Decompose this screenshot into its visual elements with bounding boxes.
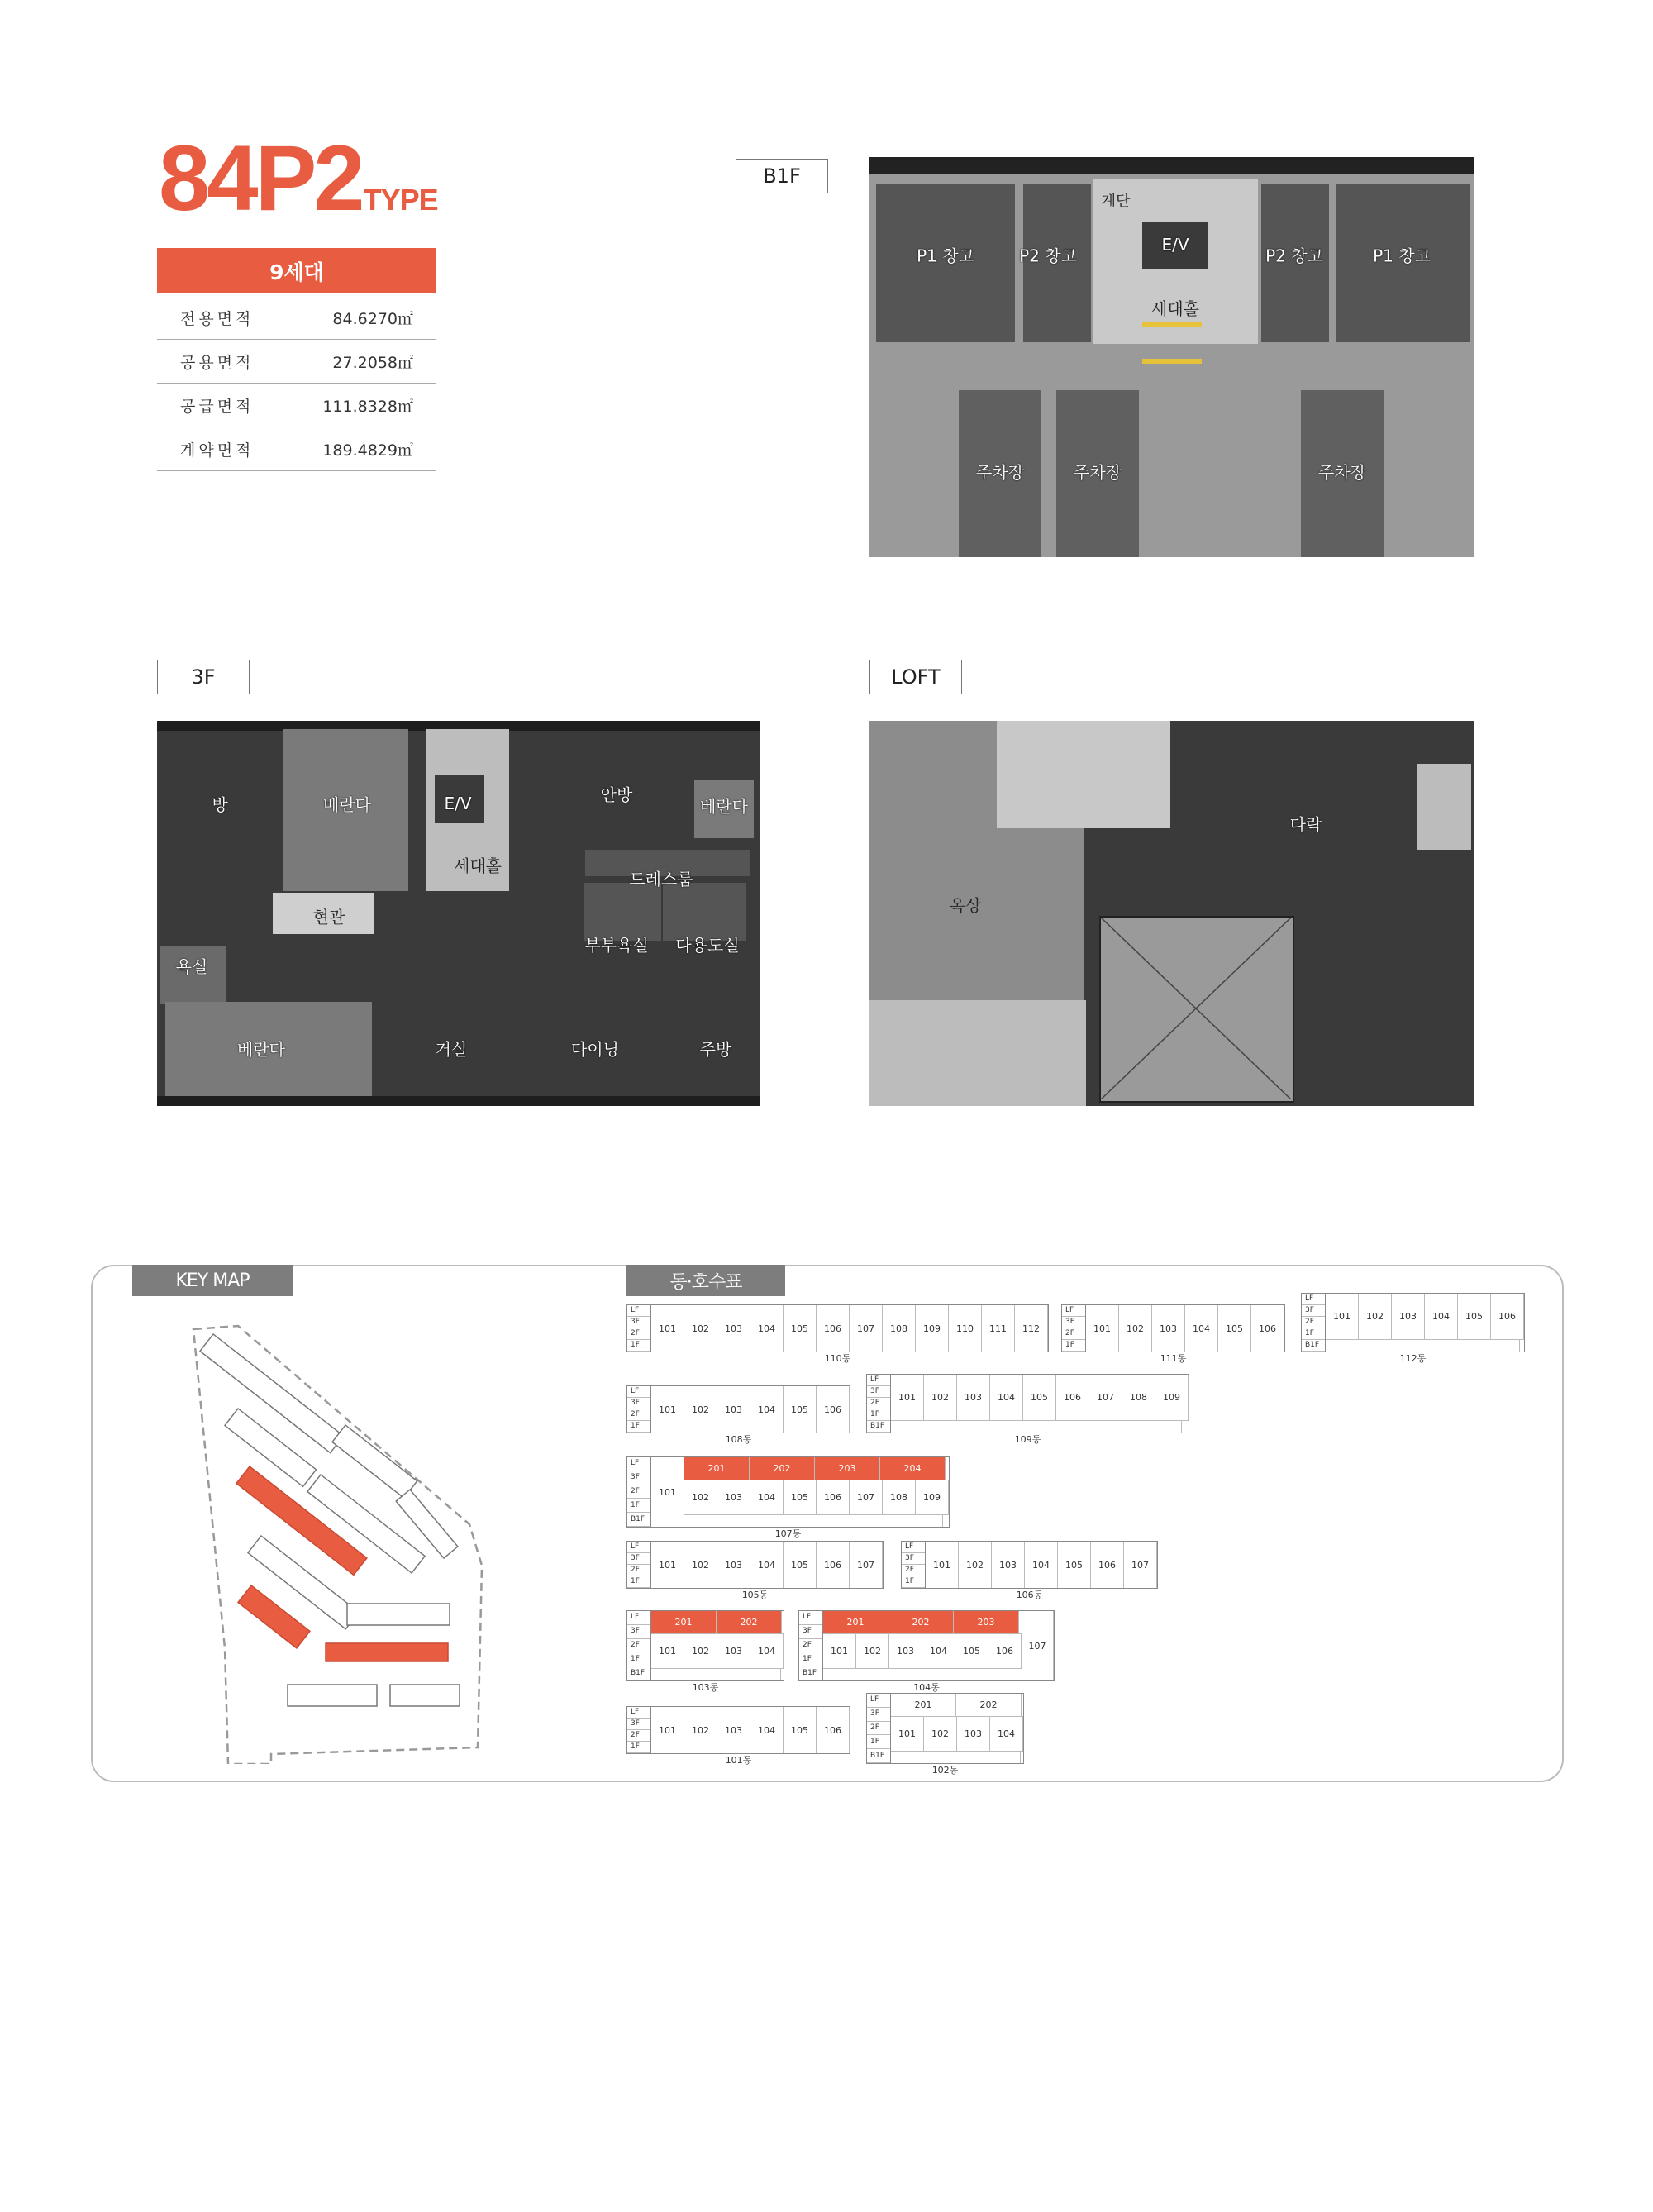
unit-cell: 106 [817,1480,850,1514]
room-bathroom: 욕실 [175,956,208,977]
area-label: 전용면적 [180,309,255,328]
building-109: LF 3F 2F 1F B1F 101 102 103 104 105 106 107 108 109 109동 [866,1374,1189,1446]
unit-cell: 104 [750,1305,784,1352]
unit-cell: 101 [926,1542,959,1588]
room-dining: 다이닝 [571,1039,619,1060]
floor-tag-loft [869,660,962,694]
unit-cell: 103 [1152,1305,1185,1352]
unit-cell: 101 [651,1386,684,1433]
room-master-bath: 부부욕실 [584,935,649,956]
building-name: 107동 [774,1528,802,1539]
unit-cell: 102 [924,1717,957,1751]
building-112: LF 3F 2F 1F B1F 101 102 103 104 105 106 112동 [1301,1293,1525,1365]
stair-void-cross-icon [1101,918,1291,1099]
unit-cell: 103 [717,1386,750,1433]
unit-cell: 105 [955,1634,988,1668]
unit-cell: 103 [889,1634,922,1668]
building-name: 101동 [725,1755,752,1766]
floor-plan-loft [869,721,1474,1106]
floor-tag-b1f [736,159,828,193]
room-elevator: E/V [444,794,472,813]
room-attic: 다락 [1289,814,1322,835]
unit-cell: 102 [856,1634,889,1668]
building-name: 104동 [913,1682,940,1693]
room-living: 거실 [435,1039,468,1060]
unit-cell: 104 [990,1717,1023,1751]
unit-cell-highlight: 202 [717,1611,782,1633]
unit-cell-highlight: 202 [750,1457,815,1480]
unit-cell: 107 [850,1542,883,1588]
unit-table-title: 동·호수표 [669,1271,742,1293]
building-111: LF 3F 2F 1F 101 102 103 104 105 106 111동 [1061,1304,1285,1365]
unit-cell: 104 [990,1375,1023,1420]
unit-cell: 103 [717,1634,750,1668]
unit-cell: 103 [717,1707,750,1753]
unit-cell: 102 [684,1542,717,1588]
unit-cell: 103 [717,1542,750,1588]
unit-cell: 107 [1022,1611,1054,1680]
site-map [188,1318,494,1764]
unit-cell: 106 [1056,1375,1089,1420]
floor-tag-label: LOFT [891,665,941,689]
unit-cell: 103 [1392,1294,1425,1339]
building-name: 110동 [824,1353,851,1364]
unit-cell: 104 [750,1386,784,1433]
unit-cell: 101 [1326,1294,1359,1339]
unit-cell: 107 [850,1480,883,1514]
unit-cell: 106 [1491,1294,1524,1339]
room-bedroom: 방 [212,794,228,815]
building-107: LF 3F 2F 1F B1F 101 201 202 203 204 102 103 104 105 106 107 108 109 107동 [626,1456,950,1540]
keymap-tab [132,1265,293,1296]
room-hall: 세대홀 [1151,298,1199,319]
room-veranda-1: 베란다 [323,794,371,815]
unit-cell: 108 [883,1480,916,1514]
unit-cell-highlight: 201 [823,1611,888,1633]
room-parking-3: 주차장 [1318,462,1366,483]
unit-cell: 109 [916,1480,949,1514]
unit-cell: 102 [1359,1294,1392,1339]
unit-cell: 102 [684,1480,717,1514]
unit-cell: 105 [784,1305,817,1352]
room-hall: 세대홀 [454,856,502,876]
unit-cell: 110 [949,1305,982,1352]
unit-cell: 105 [1458,1294,1491,1339]
building-name: 112동 [1399,1353,1427,1364]
unit-cell: 105 [784,1542,817,1588]
room-storage-p1-left: P1 창고 [917,246,974,266]
floor-plan-b1f [869,157,1474,557]
room-veranda-2: 베란다 [700,796,748,817]
room-stairs: 계단 [1101,193,1131,210]
room-storage-p2-right: P2 창고 [1265,246,1323,266]
area-label: 공용면적 [180,353,255,372]
unit-cell: 105 [1058,1542,1091,1588]
unit-cell: 108 [1122,1375,1155,1420]
unit-cell: 102 [959,1542,992,1588]
unit-cell: 106 [1251,1305,1284,1352]
area-value: 84.6270㎡ [332,309,413,328]
building-102: LF 3F 2F 1F B1F 201 202 101 102 103 104 102동 [866,1693,1024,1776]
households-count: 9세대 [269,260,324,284]
building-name: 109동 [1014,1434,1041,1445]
room-storage-p2-left: P2 창고 [1019,246,1077,266]
unit-cell-highlight: 204 [880,1457,946,1480]
floor-tag-label: 3F [191,665,216,689]
room-master-bedroom: 안방 [600,784,633,805]
unit-cell: 101 [651,1707,684,1753]
unit-cell: 106 [817,1542,850,1588]
building-104: LF 3F 2F 1F B1F 201 202 203 101 102 103 104 105 106 107 104동 [798,1610,1055,1694]
unit-cell: 104 [750,1707,784,1753]
unit-cell: 109 [916,1305,949,1352]
unit-cell: 111 [982,1305,1015,1352]
type-title [159,126,438,230]
room-parking-2: 주차장 [1074,462,1122,483]
unit-cell: 106 [988,1634,1022,1668]
unit-cell: 104 [922,1634,955,1668]
unit-cell: 103 [957,1375,990,1420]
room-parking-1: 주차장 [976,462,1024,483]
unit-cell: 101 [891,1717,924,1751]
unit-cell: 102 [924,1375,957,1420]
area-row-exclusive [157,296,436,340]
unit-cell: 106 [817,1305,850,1352]
room-dressroom: 드레스룸 [629,869,693,889]
area-value: 189.4829㎡ [322,441,413,460]
area-row-contract [157,427,436,471]
room-kitchen: 주방 [699,1039,732,1060]
building-110: LF 3F 2F 1F 101 102 103 104 105 106 107 108 109 110 111 112 110동 [626,1304,1049,1365]
room-utility: 다용도실 [675,935,740,956]
unit-cell: 101 [651,1457,684,1527]
building-101: LF 3F 2F 1F 101 102 103 104 105 106 101동 [626,1706,850,1766]
unit-cell: 202 [956,1694,1022,1716]
unit-cell-highlight: 201 [651,1611,717,1633]
keymap-title: KEY MAP [175,1270,250,1291]
type-code: 84P2 [159,126,362,230]
unit-cell: 106 [1091,1542,1124,1588]
floor-tag-label: B1F [763,164,801,188]
type-suffix: TYPE [363,183,438,217]
unit-cell: 107 [1124,1542,1157,1588]
unit-cell: 105 [784,1480,817,1514]
unit-cell: 104 [750,1542,784,1588]
unit-cell-highlight: 201 [684,1457,750,1480]
floor-plan-3f [157,721,760,1106]
unit-table-tab [626,1265,785,1296]
area-label: 계약면적 [180,441,255,460]
unit-cell: 105 [1023,1375,1056,1420]
unit-cell: 105 [784,1386,817,1433]
unit-cell: 105 [784,1707,817,1753]
unit-cell: 109 [1155,1375,1189,1420]
unit-cell: 101 [651,1542,684,1588]
area-row-supply [157,384,436,427]
unit-cell: 103 [717,1480,750,1514]
unit-cell: 104 [1425,1294,1458,1339]
households-bar [157,248,436,293]
building-name: 108동 [725,1434,752,1445]
unit-cell: 112 [1015,1305,1048,1352]
building-name: 102동 [931,1765,959,1776]
unit-cell: 107 [850,1305,883,1352]
building-name: 111동 [1160,1353,1187,1364]
unit-cell-highlight: 203 [954,1611,1019,1633]
unit-cell-highlight: 202 [888,1611,954,1633]
area-label: 공급면적 [180,397,255,416]
floor-tag-3f [157,660,250,694]
unit-cell: 104 [750,1634,784,1668]
area-row-common [157,340,436,384]
room-rooftop: 옥상 [949,895,982,916]
unit-cell: 103 [957,1717,990,1751]
unit-cell: 105 [1218,1305,1251,1352]
unit-cell: 104 [750,1480,784,1514]
area-value: 27.2058㎡ [332,353,413,372]
building-103: LF 3F 2F 1F B1F 201 202 101 102 103 104 103동 [626,1610,784,1694]
room-entrance: 현관 [312,907,345,927]
unit-cell: 102 [1119,1305,1152,1352]
building-name: 106동 [1016,1590,1043,1600]
unit-cell: 108 [883,1305,916,1352]
unit-cell: 101 [651,1634,684,1668]
room-veranda-3: 베란다 [237,1039,285,1060]
building-105: LF 3F 2F 1F 101 102 103 104 105 106 107 105동 [626,1541,884,1601]
unit-cell: 107 [1089,1375,1122,1420]
room-elevator: E/V [1161,235,1189,255]
unit-cell: 106 [817,1707,850,1753]
building-name: 105동 [741,1590,769,1600]
unit-cell: 101 [1086,1305,1119,1352]
unit-cell: 103 [992,1542,1025,1588]
unit-cell: 102 [684,1386,717,1433]
unit-cell: 104 [1185,1305,1218,1352]
unit-cell: 201 [891,1694,956,1716]
unit-cell: 102 [684,1305,717,1352]
unit-cell: 102 [684,1634,717,1668]
area-value: 111.8328㎡ [322,397,413,416]
unit-cell: 103 [717,1305,750,1352]
unit-cell: 101 [823,1634,856,1668]
unit-cell: 101 [651,1305,684,1352]
room-storage-p1-right: P1 창고 [1373,246,1431,266]
building-name: 103동 [692,1682,719,1693]
unit-cell-highlight: 203 [815,1457,880,1480]
unit-cell: 106 [817,1386,850,1433]
unit-cell: 104 [1025,1542,1058,1588]
unit-cell: 101 [891,1375,924,1420]
building-108: LF 3F 2F 1F 101 102 103 104 105 106 108동 [626,1385,850,1446]
unit-cell: 102 [684,1707,717,1753]
building-106: LF 3F 2F 1F 101 102 103 104 105 106 107 106동 [901,1541,1158,1601]
area-table [157,296,436,471]
